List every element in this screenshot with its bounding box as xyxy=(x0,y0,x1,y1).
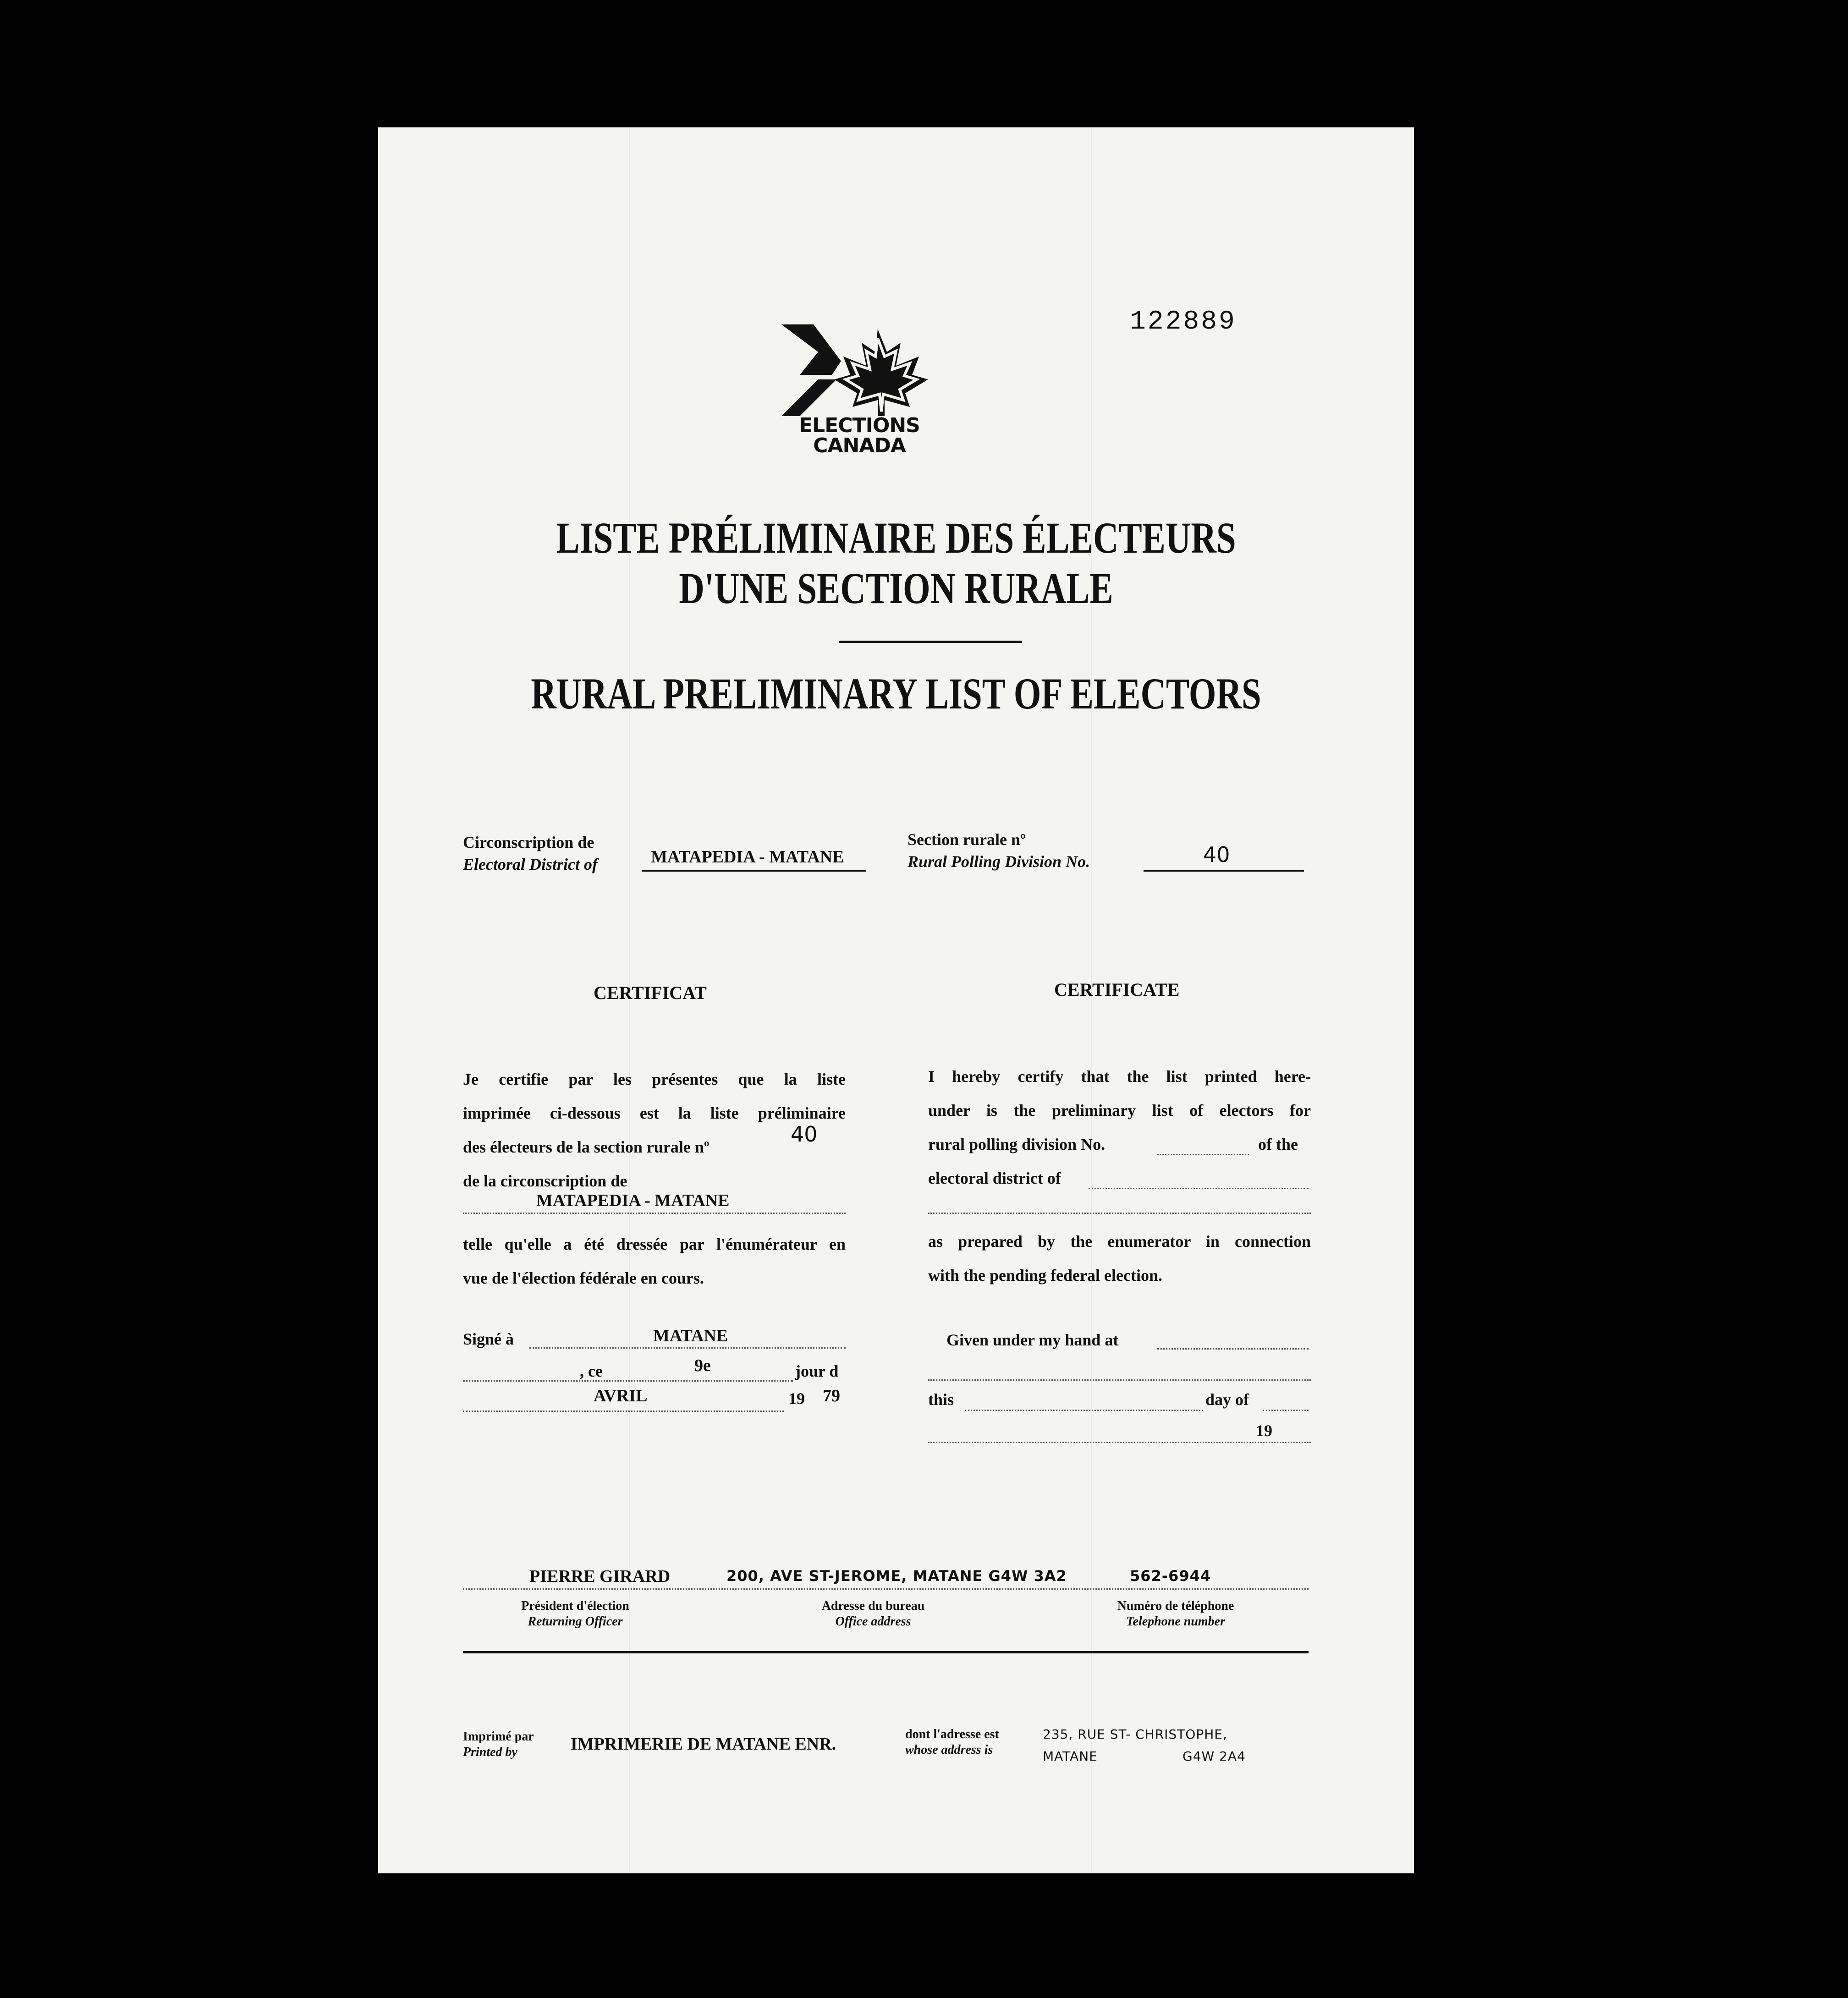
printer-address-postal: G4W 2A4 xyxy=(1182,1749,1246,1764)
month-dots xyxy=(463,1411,784,1412)
officer-address: 200, AVE ST-JEROME, MATANE G4W 3A2 xyxy=(726,1567,1067,1585)
given-dots xyxy=(1157,1348,1309,1350)
elections-canada-logo xyxy=(781,324,937,462)
year-value: 79 xyxy=(823,1386,840,1405)
division-label xyxy=(908,829,1090,873)
this-label: this xyxy=(928,1390,954,1409)
printer-address-line-1: 235, RUE ST- CHRISTOPHE, xyxy=(1043,1727,1227,1742)
cert-en-line: with the pending federal election. xyxy=(928,1266,1162,1284)
cert-fr-line: de la circonscription de xyxy=(463,1172,627,1190)
cert-en-line: under is the preliminary list of electors for xyxy=(928,1101,1311,1120)
cert-en-division-dots xyxy=(1157,1154,1249,1155)
printer-caption xyxy=(463,1729,534,1760)
district-label-fr: Circonscription de xyxy=(463,833,594,851)
division-label-en: Rural Polling Division No. xyxy=(908,852,1090,871)
cert-en-of-the: of the xyxy=(1258,1135,1298,1153)
year-dots xyxy=(928,1442,1311,1443)
officer-phone: 562-6944 xyxy=(1130,1567,1211,1585)
cert-fr-line: Je certifie par les présentes que la liste xyxy=(463,1070,846,1088)
district-label-en: Electoral District of xyxy=(463,855,598,873)
serial-number: 122889 xyxy=(1130,307,1237,337)
cert-fr-line: imprimée ci-dessous est la liste préliminaire xyxy=(463,1104,846,1122)
district-underline xyxy=(642,870,866,872)
day-of-label: day of xyxy=(1205,1390,1249,1409)
cert-fr-line: telle qu'elle a été dressée par l'énumérateur en xyxy=(463,1235,846,1253)
cert-fr-district-value: MATAPEDIA - MATANE xyxy=(536,1191,730,1210)
printer-label-en: Printed by xyxy=(463,1745,517,1759)
title-fr-line-1: LISTE PRÉLIMINAIRE DES ÉLECTEURS xyxy=(556,513,1236,562)
day-value: 9e xyxy=(694,1356,711,1375)
officer-address-label-fr: Adresse du bureau xyxy=(821,1599,925,1613)
printer-addr-label-fr: dont l'adresse est xyxy=(905,1727,999,1741)
cert-fr-heading: CERTIFICAT xyxy=(594,983,707,1003)
cert-en-district-dots-2 xyxy=(928,1213,1311,1214)
officer-phone-caption xyxy=(1084,1598,1267,1630)
this-dots xyxy=(965,1410,1203,1411)
signed-place: MATANE xyxy=(653,1326,728,1345)
officer-address-caption xyxy=(791,1598,956,1630)
division-label-fr: Section rurale nº xyxy=(908,830,1026,849)
cert-fr-line: des électeurs de la section rurale nº xyxy=(463,1138,710,1156)
officer-name-caption xyxy=(493,1598,658,1630)
cert-en-body-2 xyxy=(928,1224,1311,1292)
maple-leaf-x-icon xyxy=(781,324,937,416)
logo-line-2: CANADA xyxy=(813,434,906,457)
cert-fr-body xyxy=(463,1062,846,1198)
printer-label-fr: Imprimé par xyxy=(463,1729,534,1744)
ce-label: , ce xyxy=(580,1362,603,1380)
printer-address-caption xyxy=(905,1727,999,1758)
given-label: Given under my hand at xyxy=(946,1331,1119,1349)
month-value: AVRIL xyxy=(594,1386,648,1405)
cert-en-line: as prepared by the enumerator in connection xyxy=(928,1232,1311,1251)
footer-rule xyxy=(463,1651,1309,1653)
year-prefix-en: 19 xyxy=(1256,1422,1272,1440)
cert-en-heading: CERTIFICATE xyxy=(1054,979,1180,1000)
printer-address-city: MATANE xyxy=(1043,1749,1098,1764)
signed-label: Signé à xyxy=(463,1330,514,1348)
printer-addr-label-en: whose address is xyxy=(905,1743,993,1757)
day-dots xyxy=(463,1380,793,1382)
cert-en-line: rural polling division No. xyxy=(928,1135,1106,1153)
officer-name: PIERRE GIRARD xyxy=(529,1567,671,1586)
district-value: MATAPEDIA - MATANE xyxy=(651,847,844,867)
title-divider xyxy=(839,641,1022,643)
officer-name-label-fr: Président d'élection xyxy=(521,1599,629,1613)
district-label xyxy=(463,831,598,875)
cert-fr-division-value: 40 xyxy=(791,1122,818,1147)
cert-en-district-dots xyxy=(1089,1188,1309,1189)
given-dots-2 xyxy=(928,1379,1311,1381)
signed-place-dots xyxy=(529,1347,846,1349)
title-en: RURAL PRELIMINARY LIST OF ELECTORS xyxy=(531,669,1261,718)
officer-dots xyxy=(463,1588,1309,1590)
officer-address-label-en: Office address xyxy=(835,1614,911,1629)
day-of-dots xyxy=(1263,1410,1309,1411)
election-form-page xyxy=(378,127,1414,1873)
cert-fr-line: vue de l'élection fédérale en cours. xyxy=(463,1269,704,1287)
officer-phone-label-en: Telephone number xyxy=(1126,1614,1225,1629)
cert-en-body xyxy=(928,1059,1311,1195)
cert-fr-body-2 xyxy=(463,1227,846,1295)
division-value: 40 xyxy=(1203,842,1230,867)
printer-name: IMPRIMERIE DE MATANE ENR. xyxy=(571,1735,836,1754)
title-fr-line-2: D'UNE SECTION RURALE xyxy=(679,564,1113,613)
officer-phone-label-fr: Numéro de téléphone xyxy=(1117,1599,1234,1613)
cert-fr-district-dots xyxy=(463,1213,846,1214)
logo-line-1: ELECTIONS xyxy=(799,414,920,437)
officer-name-label-en: Returning Officer xyxy=(528,1614,623,1629)
year-prefix-fr: 19 xyxy=(788,1389,805,1408)
jour-label: jour d xyxy=(795,1362,839,1380)
cert-en-line: I hereby certify that the list printed here- xyxy=(928,1067,1311,1086)
cert-en-line: electoral district of xyxy=(928,1169,1061,1187)
division-underline xyxy=(1144,870,1304,872)
